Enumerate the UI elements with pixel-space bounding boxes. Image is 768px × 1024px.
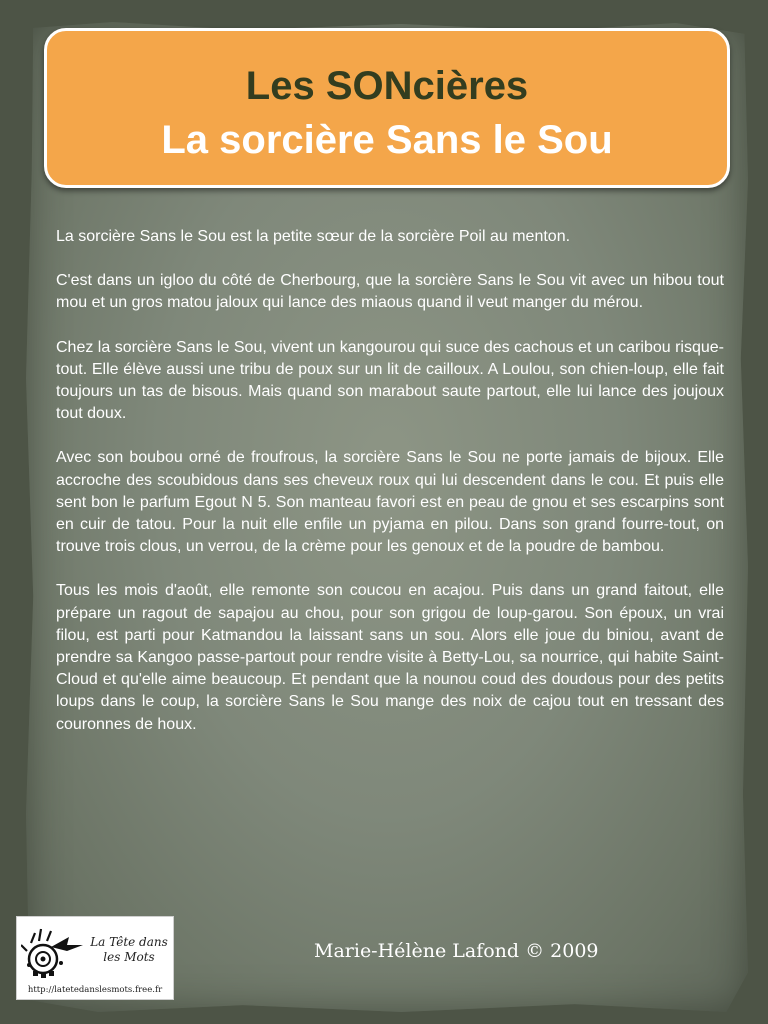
paragraph: La sorcière Sans le Sou est la petite sœur de la sorcière Poil au menton.	[56, 228, 571, 245]
story-text	[56, 226, 724, 758]
logo-name-line2: les Mots	[103, 950, 155, 964]
series-title: Les SONcières	[245, 64, 529, 108]
paragraph: Avec son boubou orné de froufrous, la sorcière Sans le Sou ne porte jamais de bijoux. Elle accroche des scoubidous dans ses cheveux roux qui lui descendent dans le cou. Et puis elle sent bon le parfum Egout N 5. Son manteau favori est en peau de gnou et ses escarpins sont en cuir de tatou. Pour la nuit elle enfile un pyjama en pilou. Dans son grand fourre-tout, on trouve trois clous, un verrou, de la crème pour les genoux et de la poudre de bambou.	[56, 449, 724, 556]
logo-head-icon	[21, 923, 91, 983]
story-title: La sorcière Sans le Sou	[161, 118, 613, 162]
title-banner	[44, 28, 730, 188]
logo-url-link[interactable]: http://latetedanslesmots.free.fr	[27, 985, 163, 995]
paragraph: Tous les mois d'août, elle remonte son coucou en acajou. Puis dans un grand faitout, elle prépare un ragout de sapajou au chou, pour son grigou de loup-garou. Son époux, un vrai filou, est parti pour Katmandou la laissant sans un sou. Alors elle joue du biniou, avant de prendre sa Kangoo passe-partout pour rendre visite à Betty-Lou, sa nourrice, qui habite Saint-Cloud et qu'elle aime beaucoup. Et pendant que la nounou coud des doudous pour des petits loups dans le coup, la sorcière Sans le Sou mange des noix de cajou tout en tressant des couronnes de houx.	[56, 582, 724, 733]
logo-name-line1: La Tête dans	[90, 935, 168, 949]
paragraph: Chez la sorcière Sans le Sou, vivent un kangourou qui suce des cachous et un caribou risque-tout. Elle élève aussi une tribu de poux sur un lit de cailloux. A Loulou, son chien-loup, elle fait toujours un tas de bisous. Mais quand son marabout saute partout, elle lui lance des joujoux tout doux.	[56, 338, 724, 423]
logo-name	[87, 935, 171, 965]
author-credit: Marie-Hélène Lafond © 2009	[314, 940, 599, 962]
site-logo[interactable]	[16, 916, 174, 1000]
paragraph: C'est dans un igloo du côté de Cherbourg, que la sorcière Sans le Sou vit avec un hibou tout mou et un gros matou jaloux qui lance des miaous quand il veut manger du mérou.	[56, 272, 724, 312]
